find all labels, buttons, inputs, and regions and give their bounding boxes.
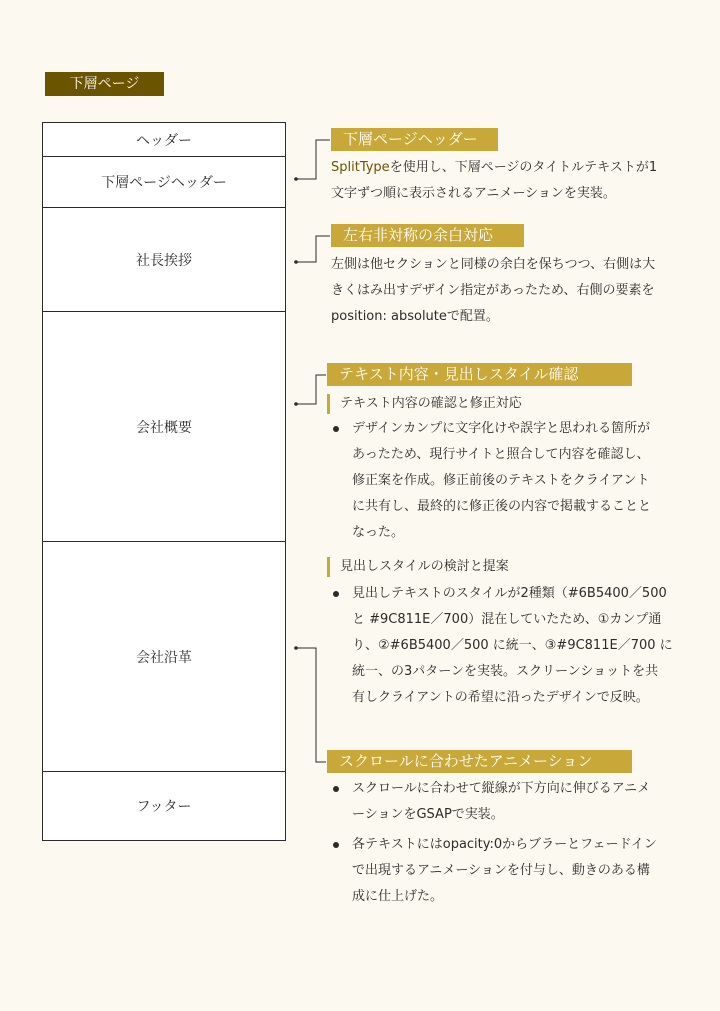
- page-tag: 下層ページ: [45, 72, 164, 96]
- wireframe-sub-header: [43, 157, 285, 208]
- asymmetric-description: [331, 252, 691, 330]
- bullet-line: 成に仕上げた。: [352, 889, 444, 904]
- bullet-line: 見出しテキストのスタイルが2種類（#6B5400／500: [352, 586, 667, 601]
- wireframe-header-label: ヘッダー: [136, 132, 192, 149]
- bullet-line: 各テキストにはopacity:0からブラーとフェードイン: [352, 837, 657, 852]
- wireframe-header: [43, 123, 285, 157]
- sub-heading-style-proposal: 見出しスタイルの検討と提案: [327, 557, 509, 577]
- wireframe-overview: [43, 312, 285, 542]
- connector-dot: [294, 402, 298, 406]
- wireframe-footer: [43, 772, 285, 840]
- bullet-fade-in: [333, 832, 683, 910]
- bullet-line: なった。: [352, 525, 405, 540]
- wireframe-history: [43, 542, 285, 772]
- bullet-dot: [333, 842, 339, 848]
- heading-asymmetric: 左右非対称の余白対応: [331, 224, 524, 247]
- page-wireframe: [42, 122, 286, 841]
- wireframe-footer-label: フッター: [136, 799, 192, 815]
- connector-dot: [294, 177, 298, 181]
- wireframe-overview-label: 会社概要: [136, 419, 192, 436]
- connector-dot: [294, 646, 298, 650]
- connector-dot: [294, 260, 298, 264]
- bullet-style-proposal: [333, 581, 683, 711]
- sub-heading-text-check: テキスト内容の確認と修正対応: [327, 394, 522, 414]
- bullet-line: ーションをGSAPで実装。: [352, 807, 504, 822]
- bullet-dot: [333, 426, 339, 432]
- bullet-line: り、②#6B5400／500 に統一、③#9C811E／700 に: [352, 638, 673, 653]
- bullet-dot: [333, 786, 339, 792]
- bullet-line: 修正案を作成。修正前後のテキストをクライアント: [352, 473, 650, 488]
- bullet-text-check: [333, 416, 683, 546]
- asymmetric-text-2: きくはみ出すデザイン指定があったため、右側の要素を: [331, 283, 655, 298]
- asymmetric-text-1: 左側は他セクションと同様の余白を保ちつつ、右側は大: [331, 257, 656, 272]
- wireframe-greeting: [43, 208, 285, 312]
- bullet-line: 有しクライアントの希望に沿ったデザインで反映。: [352, 690, 649, 705]
- bullet-line: 統一、の3パターンを実装。スクリーンショットを共: [352, 664, 659, 679]
- connector-overview: [296, 375, 326, 404]
- connector-history: [296, 648, 326, 762]
- wireframe-sub-header-label: 下層ページヘッダー: [101, 175, 227, 191]
- heading-sub-header: 下層ページヘッダー: [331, 128, 498, 151]
- bullet-line: に共有し、最終的に修正後の内容で掲載することと: [352, 499, 652, 514]
- bullet-line: と #9C811E／700）混在していたため、①カンプ通: [352, 612, 662, 627]
- bullet-line: スクロールに合わせて縦線が下方向に伸びるアニメ: [352, 781, 651, 796]
- bullet-line: デザインカンプに文字化けや誤字と思われる箇所が: [352, 421, 651, 436]
- bullet-line: あったため、現行サイトと照合して内容を確認し、: [352, 447, 650, 462]
- bullet-line: で出現するアニメーションを付与し、動きのある構: [352, 863, 650, 878]
- heading-scroll-animation: スクロールに合わせたアニメーション: [327, 750, 632, 773]
- sub-header-text-1: を使用し、下層ページのタイトルテキストが1: [389, 160, 658, 175]
- connector-greeting: [296, 236, 330, 262]
- heading-text-style: テキスト内容・見出しスタイル確認: [327, 363, 632, 386]
- sub-header-text-2: 文字ずつ順に表示されるアニメーションを実装。: [331, 186, 616, 201]
- wireframe-greeting-label: 社長挨拶: [136, 252, 192, 269]
- asymmetric-text-3: position: absoluteで配置。: [331, 309, 499, 324]
- connector-sub-header: [296, 140, 330, 179]
- sub-header-description: [331, 155, 691, 207]
- bullet-dot: [333, 591, 339, 597]
- bullet-scroll-line: [333, 776, 683, 828]
- splittype-term: SplitType: [331, 160, 390, 175]
- wireframe-history-label: 会社沿革: [136, 649, 192, 666]
